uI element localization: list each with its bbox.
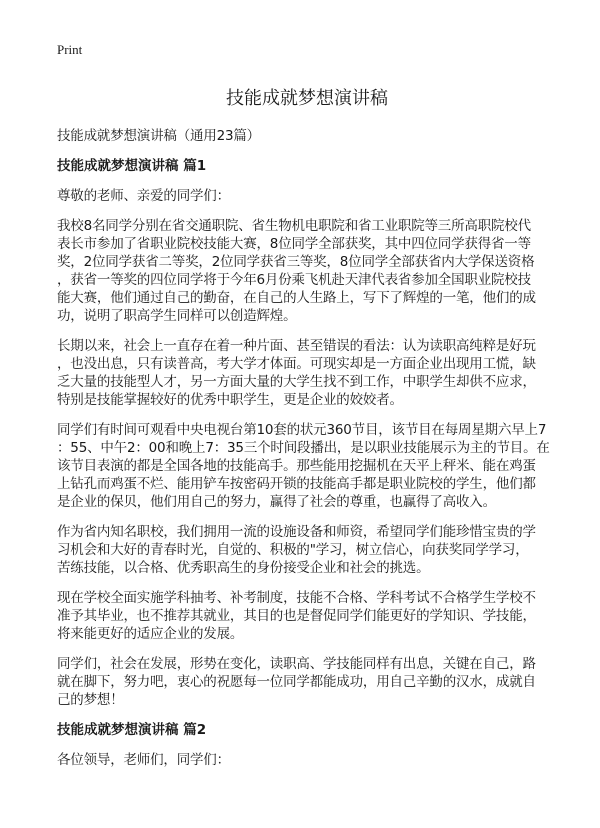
paragraph-line: 表长市参加了省职业院校技能大赛，8位同学全部获奖，其中四位同学获得省一等 (57, 236, 531, 252)
paragraph-line: 特别是技能掌握较好的优秀中职学生，更是企业的姣姣者。 (57, 392, 403, 408)
greeting-1: 尊敬的老师、亲爱的同学们： (57, 188, 230, 204)
paragraph-line: 同学们，社会在发展，形势在变化，读职高、学技能同样有出息，关键在自己，路 (57, 656, 536, 672)
paragraph-line: 功，说明了职高学生同样可以创造辉煌。 (57, 308, 297, 324)
page-title: 技能成就梦想演讲稿 (226, 88, 388, 109)
paragraph-line: ，获省一等奖的四位同学将于今年6月份乘飞机赴天津代表省参加全国职业院校技 (57, 272, 531, 288)
paragraph-line: 是企业的保贝，他们用自己的努力，赢得了社会的尊重，也赢得了高收入。 (57, 494, 496, 510)
section-heading-1: 技能成就梦想演讲稿 篇1 (57, 158, 207, 174)
paragraph-line: 同学们有时间可观看中央电视台第10套的状元360节目，该节目在每周星期六早上7 (57, 422, 547, 438)
paragraph-line: 苦练技能，以合格、优秀职高生的身份接受企业和社会的挑选。 (57, 560, 430, 576)
paragraph-line: 习机会和大好的青春时光，自觉的、积极的"学习，树立信心，向获奖同学学习， (57, 542, 529, 558)
paragraph-line: 我校8名同学分别在省交通职院、省生物机电职院和省工业职院等三所高职院校代 (57, 218, 531, 234)
paragraph-line: 作为省内知名职校，我们拥用一流的设施设备和师资，希望同学们能珍惜宝贵的学 (57, 524, 536, 540)
paragraph-line: 乏大量的技能型人才，另一方面大量的大学生找不到工作，中职学生却供不应求， (57, 374, 536, 390)
subtitle: 技能成就梦想演讲稿（通用23篇） (57, 128, 260, 144)
greeting-2: 各位领导，老师们，同学们： (57, 752, 230, 768)
paragraph (57, 655, 557, 709)
paragraph-line: 将来能更好的适应企业的发展。 (57, 626, 244, 642)
paragraph-line: 就在脚下，努力吧，衷心的祝愿每一位同学都能成功，用自己辛勤的汉水，成就自 (57, 674, 536, 690)
paragraph-line: 能大赛，他们通过自己的勤奋，在自己的人生路上，写下了辉煌的一笔，他们的成 (57, 290, 536, 306)
paragraph-line: 长期以来，社会上一直存在着一种片面、甚至错误的看法：认为读职高纯粹是好玩 (57, 338, 536, 354)
paragraph (57, 337, 557, 409)
paragraph-line: 上钻孔而鸡蛋不烂、能用铲车按密码开锁的技能高手都是职业院校的学生，他们都 (57, 476, 536, 492)
paragraph-line: 奖，2位同学获省二等奖，2位同学获省三等奖，8位同学全部获省内大学保送资格 (57, 254, 535, 270)
paragraph (57, 589, 557, 643)
paragraph-line: 该节目表演的都是全国各地的技能高手。那些能用挖掘机在天平上秤米、能在鸡蛋 (57, 458, 536, 474)
paragraph-line: ：55、中午2：00和晚上7：35三个时间段播出，是以职业技能展示为主的节目。在 (57, 440, 550, 456)
paragraph-line: ，也没出息，只有读普高，考大学才体面。可现实却是一方面企业出现用工慌，缺 (57, 356, 536, 372)
print-link[interactable]: Print (57, 42, 83, 57)
section-heading-2: 技能成就梦想演讲稿 篇2 (57, 722, 207, 738)
paragraph (57, 217, 557, 325)
document-page (57, 42, 557, 781)
paragraph-line: 现在学校全面实施学科抽考、补考制度，技能不合格、学科考试不合格学生学校不 (57, 590, 536, 606)
paragraph (57, 421, 557, 511)
paragraph-line: 准予其毕业，也不推荐其就业，其目的也是督促同学们能更好的学知识、学技能， (57, 608, 536, 624)
paragraph (57, 523, 557, 577)
paragraph-line: 己的梦想！ (57, 692, 124, 708)
